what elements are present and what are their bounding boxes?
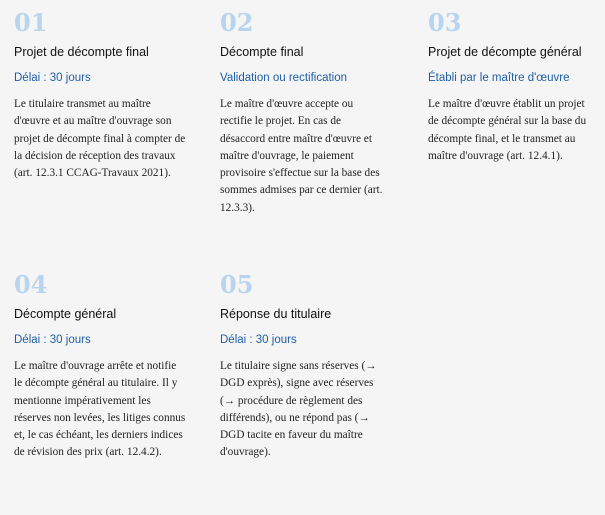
step-number: 01	[14, 8, 48, 37]
step-description: Le titulaire transmet au maître d'œuvre et au maître d'ouvrage son projet de décompte final à compter de la décision de réception des travaux (art. 12.3.1 CCAG-Travaux 2021).	[14, 98, 186, 180]
step-number: 05	[220, 270, 254, 299]
step-delay: Délai : 30 jours	[220, 334, 297, 346]
step-title: Réponse du titulaire	[220, 307, 332, 321]
step-card-04	[14, 272, 194, 502]
step-title: Décompte final	[220, 45, 304, 59]
step-delay: Délai : 30 jours	[14, 334, 91, 346]
step-delay: Délai : 30 jours	[14, 72, 91, 84]
step-number: 02	[220, 8, 254, 37]
step-title: Projet de décompte final	[14, 45, 149, 59]
step-delay: Validation ou rectification	[220, 72, 347, 84]
step-card-01	[14, 10, 194, 240]
step-card-02	[220, 10, 400, 240]
step-number: 04	[14, 270, 48, 299]
step-delay: Établi par le maître d'œuvre	[428, 72, 570, 84]
step-description: Le maître d'œuvre établit un projet de décompte général sur la base du décompte final, et le transmet au maître d'ouvrage (art. 12.4.1).	[428, 98, 587, 162]
step-card-03	[428, 10, 605, 240]
step-number: 03	[428, 8, 462, 37]
step-description: Le maître d'ouvrage arrête et notifie le décompte général au titulaire. Il y mentionne impérativement les réserves non levées, les litiges connus et, le cas échéant, les derniers indices de révision des prix (art. 12.4.2).	[14, 360, 186, 459]
step-title: Décompte général	[14, 307, 117, 321]
step-description: Le maître d'œuvre accepte ou rectifie le projet. En cas de désaccord entre maître d'œuvre et maître d'ouvrage, le paiement provisoire s'effectue sur la base des sommes admises par ce dernier (art. 12.3.3).	[220, 98, 383, 214]
step-description: Le titulaire signe sans réserves (→ DGD exprès), signe avec réserves (→ procédure de règlement des différends), ou ne répond pas (→ DGD tacite en faveur du maître d'ouvrage).	[220, 360, 377, 459]
step-card-05	[220, 272, 400, 502]
step-title: Projet de décompte général	[428, 45, 582, 59]
